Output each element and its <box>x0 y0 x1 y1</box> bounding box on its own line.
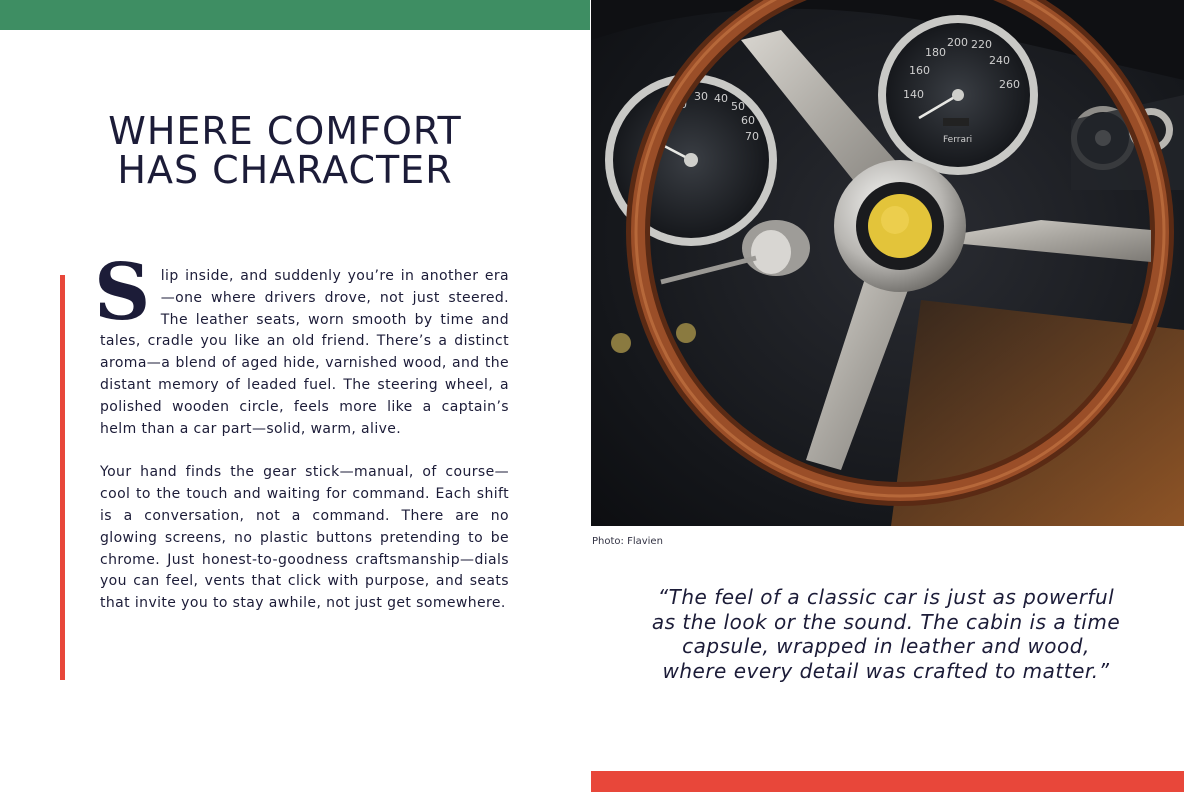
speedometer-gauge <box>878 15 1038 175</box>
gauge-left-label-4: 50 <box>731 100 745 113</box>
page-title-line-1: WHERE COMFORT <box>108 109 462 153</box>
gauge-left-label-5: 60 <box>741 114 755 127</box>
steering-wheel-photo <box>591 0 1184 526</box>
gauge-left-label-3: 40 <box>714 92 728 105</box>
gauge-right-label-3: 180 <box>925 46 946 59</box>
gauge-right-label-5: 220 <box>971 38 992 51</box>
drop-cap: S <box>94 247 151 338</box>
gauge-right-label-7: 260 <box>999 78 1020 91</box>
page-title <box>60 109 510 192</box>
gauge-left-label-2: 30 <box>694 90 708 103</box>
article-paragraph-1 <box>94 247 509 440</box>
gauge-right-label-2: 160 <box>909 64 930 77</box>
top-accent-bar <box>0 0 590 30</box>
gauge-right-label-4: 200 <box>947 36 968 49</box>
article-paragraph-2: Your hand finds the gear stick—manual, of course—cool to the touch and waiting for command. Each shift is a conversation, not a command. There are no glowing screens, no plastic buttons pretending to be chrome. Just honest-to-goodness craftsmanship—dials you can feel, vents that click with purpose, and seats that invite you to stay awhile, not just get somewhere. <box>100 464 509 612</box>
page-title-line-2: HAS CHARACTER <box>117 148 453 192</box>
gauge-right-label-1: 140 <box>903 88 924 101</box>
gauge-right-label-6: 240 <box>989 54 1010 67</box>
gauge-left-label-6: 70 <box>745 130 759 143</box>
article-side-rule <box>60 275 65 680</box>
bottom-accent-bar <box>591 771 1184 792</box>
photo-caption: Photo: Flavien <box>592 536 663 547</box>
gauge-brand-label: Ferrari <box>943 135 973 145</box>
gauge-left-label-1: 20 <box>673 98 687 111</box>
pull-quote: “The feel of a classic car is just as powerful as the look or the sound. The cabin is a time capsule, wrapped in leather and wood, where every detail was crafted to matter.” <box>651 585 1121 683</box>
article-paragraph-1-text: lip inside, and suddenly you’re in another era—one where drivers drove, not just steered. The leather seats, worn smooth by time and tales, cradle you like an old friend. There’s a distinct aroma—a blend of aged hide, varnished wood, and the distant memory of leaded fuel. The steering wheel, a polished wooden circle, feels more like a captain’s helm than a car part—solid, warm, alive. <box>100 268 509 437</box>
article-body <box>94 247 509 615</box>
